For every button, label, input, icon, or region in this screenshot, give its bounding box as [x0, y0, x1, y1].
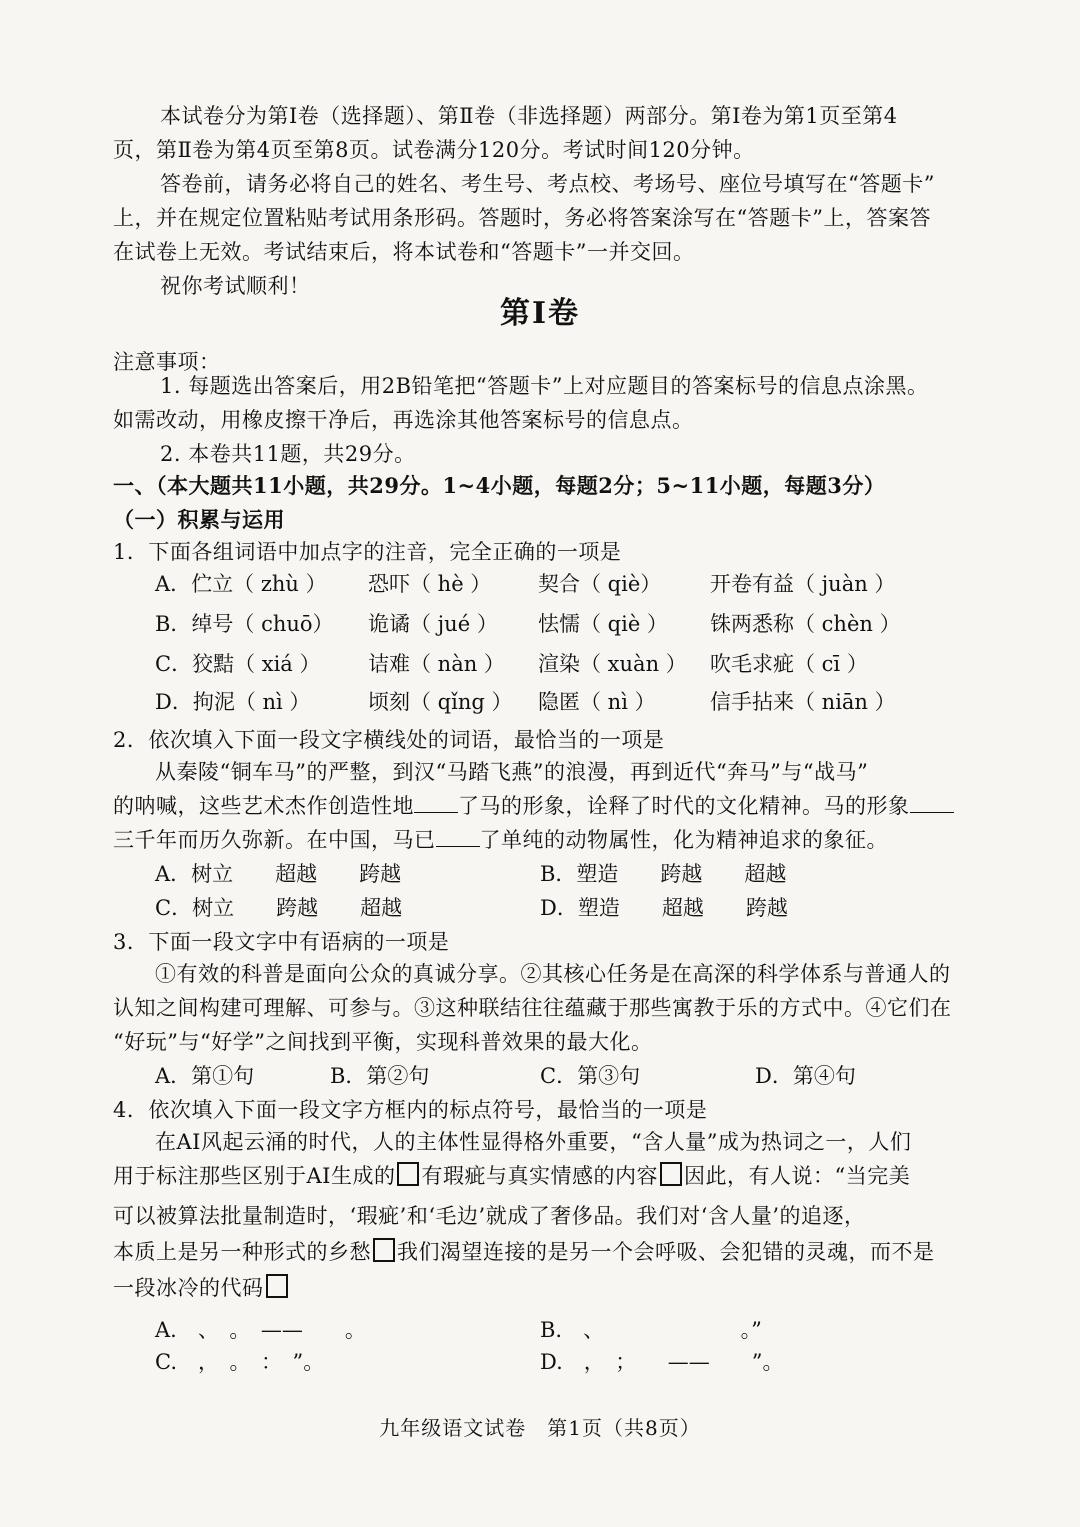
q1-option-b-3: 怯懦（ qiè ） — [538, 612, 668, 636]
q4-passage-5a: 一段冰冷的代码 — [113, 1276, 264, 1300]
q4-passage-2c: 因此，有人说：“当完美 — [683, 1164, 911, 1188]
q2-blank-3 — [436, 828, 480, 847]
intro-line-4: 上，并在规定位置粘贴考试用条形码。答题时，务必将答案涂写在“答题卡”上，答案答 — [113, 206, 931, 230]
q4-passage-2a: 用于标注那些区别于AI生成的 — [113, 1164, 396, 1188]
q2-blank-1 — [414, 794, 458, 813]
q4-passage-4 — [113, 1236, 935, 1266]
q3-passage-1: ①有效的科普是面向公众的真诚分享。②其核心任务是在高深的科学体系与普通人的 — [155, 962, 951, 986]
q2-passage-3 — [113, 824, 888, 854]
q4-passage-2 — [113, 1160, 910, 1190]
q2-option-d: D．塑造 超越 跨越 — [540, 896, 788, 920]
q1-option-c-4: 吹毛求疵（ cī ） — [710, 652, 868, 676]
q3-option-a: A．第①句 — [155, 1064, 255, 1088]
q2-stem: 2．依次填入下面一段文字横线处的词语，最恰当的一项是 — [113, 728, 665, 752]
q1-stem: 1．下面各组词语中加点字的注音，完全正确的一项是 — [113, 540, 622, 564]
intro-line-3: 答卷前，请务必将自己的姓名、考生号、考点校、考场号、座位号填写在“答题卡” — [160, 172, 935, 196]
q4-option-a: A. 、 。 —— 。 — [155, 1318, 366, 1342]
q1-option-d-2: 顷刻（ qǐng ） — [368, 690, 513, 714]
note-1-line-1: 1. 每题选出答案后，用2B铅笔把“答题卡”上对应题目的答案标号的信息点涂黑。 — [160, 374, 929, 398]
q2-option-c: C．树立 跨越 超越 — [155, 896, 403, 920]
intro-line-2: 页，第Ⅱ卷为第4页至第8页。试卷满分120分。考试时间120分钟。 — [113, 138, 755, 162]
q1-option-a-2: 恐吓（ hè ） — [368, 572, 492, 596]
q4-option-b: B. 、 。” — [540, 1318, 762, 1342]
q1-option-a-3: 契合（ qiè） — [538, 572, 662, 596]
q2-option-a: A．树立 超越 跨越 — [155, 862, 402, 886]
q2-passage-2b: 了马的形象，诠释了时代的文化精神。马的形象 — [458, 794, 910, 818]
q3-option-c: C．第③句 — [540, 1064, 641, 1088]
notes-heading: 注意事项： — [113, 350, 221, 374]
q2-option-b: B．塑造 跨越 超越 — [540, 862, 787, 886]
q4-passage-4b: 我们渴望连接的是另一个会呼吸、会犯错的灵魂，而不是 — [397, 1240, 935, 1264]
q1-option-d-3: 隐匿（ nì ） — [538, 690, 656, 714]
q2-passage-2a: 的呐喊，这些艺术杰作创造性地 — [113, 794, 414, 818]
subsection-heading: （一）积累与运用 — [113, 507, 285, 532]
intro-line-1: 本试卷分为第Ⅰ卷（选择题）、第Ⅱ卷（非选择题）两部分。第Ⅰ卷为第1页至第4 — [160, 104, 898, 128]
q3-option-b: B．第②句 — [330, 1064, 430, 1088]
q4-stem: 4．依次填入下面一段文字方框内的标点符号，最恰当的一项是 — [113, 1098, 708, 1122]
q4-passage-2b: 有瑕疵与真实情感的内容 — [421, 1164, 658, 1188]
intro-line-5: 在试卷上无效。考试结束后，将本试卷和“答题卡”一并交回。 — [113, 240, 695, 264]
part-heading: 一、（本大题共11小题，共29分。1~4小题，每题2分；5~11小题，每题3分） — [113, 473, 886, 498]
q3-stem: 3．下面一段文字中有语病的一项是 — [113, 930, 450, 954]
q1-option-d-1: D．拘泥（ nì ） — [155, 690, 311, 714]
q4-box-3 — [373, 1238, 395, 1262]
intro-line-6: 祝你考试顺利！ — [160, 274, 311, 298]
q1-option-d-4: 信手拈来（ niān ） — [710, 690, 896, 714]
q4-box-2 — [660, 1162, 682, 1186]
q1-option-a-1: A．伫立（ zhù ） — [155, 572, 327, 596]
q1-option-b-2: 诡谲（ jué ） — [368, 612, 498, 636]
q1-option-c-1: C．狡黠（ xiá ） — [155, 652, 321, 676]
note-1-line-2: 如需改动，用橡皮擦干净后，再选涂其他答案标号的信息点。 — [113, 408, 694, 432]
q2-passage-3b: 了单纯的动物属性，化为精神追求的象征。 — [479, 828, 888, 852]
q4-box-4 — [266, 1274, 288, 1298]
q1-option-c-3: 渲染（ xuàn ） — [538, 652, 687, 676]
q2-passage-2 — [113, 790, 954, 820]
note-2: 2. 本卷共11题，共29分。 — [160, 442, 416, 466]
q4-passage-4a: 本质上是另一种形式的乡愁 — [113, 1240, 371, 1264]
q3-option-d: D．第④句 — [755, 1064, 856, 1088]
q4-passage-5 — [113, 1272, 290, 1302]
q4-passage-1: 在AI风起云涌的时代，人的主体性显得格外重要，“含人量”成为热词之一，人们 — [155, 1130, 912, 1154]
page-footer: 九年级语文试卷 第1页（共8页） — [379, 1416, 701, 1440]
q1-option-c-2: 诘难（ nàn ） — [368, 652, 505, 676]
q2-passage-1: 从秦陵“铜车马”的严整，到汉“马踏飞燕”的浪漫，再到近代“奔马”与“战马” — [155, 760, 869, 784]
section-title: 第Ⅰ卷 — [499, 296, 581, 331]
q1-option-b-1: B．绰号（ chuō） — [155, 612, 334, 636]
q3-passage-3: “好玩”与“好学”之间找到平衡，实现科普效果的最大化。 — [113, 1030, 653, 1054]
q2-passage-3a: 三千年而历久弥新。在中国，马已 — [113, 828, 436, 852]
q4-option-d: D. ， ； —— ”。 — [540, 1350, 784, 1374]
q1-option-b-4: 铢两悉称（ chèn ） — [710, 612, 901, 636]
q1-option-a-4: 开卷有益（ juàn ） — [710, 572, 896, 596]
q4-box-1 — [397, 1162, 419, 1186]
q4-passage-3: 可以被算法批量制造时，‘瑕疵’和‘毛边’就成了奢侈品。我们对‘含人量’的追逐， — [113, 1204, 866, 1228]
q4-option-c: C. ， 。 ： ”。 — [155, 1350, 325, 1374]
q2-blank-2 — [910, 794, 954, 813]
q3-passage-2: 认知之间构建可理解、可参与。③这种联结往往蕴藏于那些寓教于乐的方式中。④它们在 — [113, 996, 952, 1020]
